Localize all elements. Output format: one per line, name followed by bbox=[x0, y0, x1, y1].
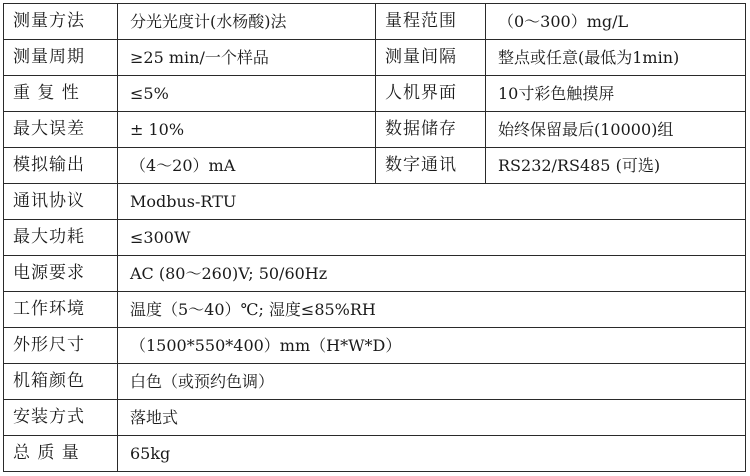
spec-label: 总 质 量 bbox=[4, 436, 118, 472]
spec-value: 白色（或预约色调） bbox=[118, 364, 746, 400]
table-row bbox=[4, 436, 746, 472]
spec-value: （0～300）mg/L bbox=[486, 4, 746, 40]
spec-value: AC (80～260)V; 50/60Hz bbox=[118, 256, 746, 292]
table-row bbox=[4, 76, 746, 112]
spec-value: ≤300W bbox=[118, 220, 746, 256]
spec-label: 安装方式 bbox=[4, 400, 118, 436]
spec-table bbox=[3, 3, 746, 472]
spec-value: 分光光度计(水杨酸)法 bbox=[118, 4, 376, 40]
spec-label: 外形尺寸 bbox=[4, 328, 118, 364]
table-row bbox=[4, 400, 746, 436]
table-row bbox=[4, 184, 746, 220]
table-row bbox=[4, 328, 746, 364]
spec-label: 量程范围 bbox=[376, 4, 486, 40]
spec-value: 落地式 bbox=[118, 400, 746, 436]
spec-label: 工作环境 bbox=[4, 292, 118, 328]
table-row bbox=[4, 4, 746, 40]
table-row bbox=[4, 364, 746, 400]
spec-label: 数字通讯 bbox=[376, 148, 486, 184]
spec-label: 测量方法 bbox=[4, 4, 118, 40]
spec-value: 始终保留最后(10000)组 bbox=[486, 112, 746, 148]
spec-value: 65kg bbox=[118, 436, 746, 472]
table-row bbox=[4, 292, 746, 328]
spec-value: 整点或任意(最低为1min) bbox=[486, 40, 746, 76]
spec-label: 电源要求 bbox=[4, 256, 118, 292]
spec-value: 10寸彩色触摸屏 bbox=[486, 76, 746, 112]
spec-label: 数据储存 bbox=[376, 112, 486, 148]
table-row bbox=[4, 112, 746, 148]
spec-label: 最大误差 bbox=[4, 112, 118, 148]
spec-value: （4～20）mA bbox=[118, 148, 376, 184]
spec-label: 人机界面 bbox=[376, 76, 486, 112]
spec-label: 机箱颜色 bbox=[4, 364, 118, 400]
spec-label: 最大功耗 bbox=[4, 220, 118, 256]
table-row bbox=[4, 256, 746, 292]
spec-value: （1500*550*400）mm（H*W*D） bbox=[118, 328, 746, 364]
spec-value: ≥25 min/一个样品 bbox=[118, 40, 376, 76]
spec-label: 模拟输出 bbox=[4, 148, 118, 184]
spec-label: 重 复 性 bbox=[4, 76, 118, 112]
table-row bbox=[4, 148, 746, 184]
spec-value: ± 10% bbox=[118, 112, 376, 148]
spec-value: RS232/RS485 (可选) bbox=[486, 148, 746, 184]
table-row bbox=[4, 40, 746, 76]
spec-value: ≤5% bbox=[118, 76, 376, 112]
spec-value: Modbus-RTU bbox=[118, 184, 746, 220]
spec-label: 测量周期 bbox=[4, 40, 118, 76]
spec-value: 温度（5～40）℃; 湿度≤85%RH bbox=[118, 292, 746, 328]
spec-label: 通讯协议 bbox=[4, 184, 118, 220]
table-row bbox=[4, 220, 746, 256]
spec-label: 测量间隔 bbox=[376, 40, 486, 76]
